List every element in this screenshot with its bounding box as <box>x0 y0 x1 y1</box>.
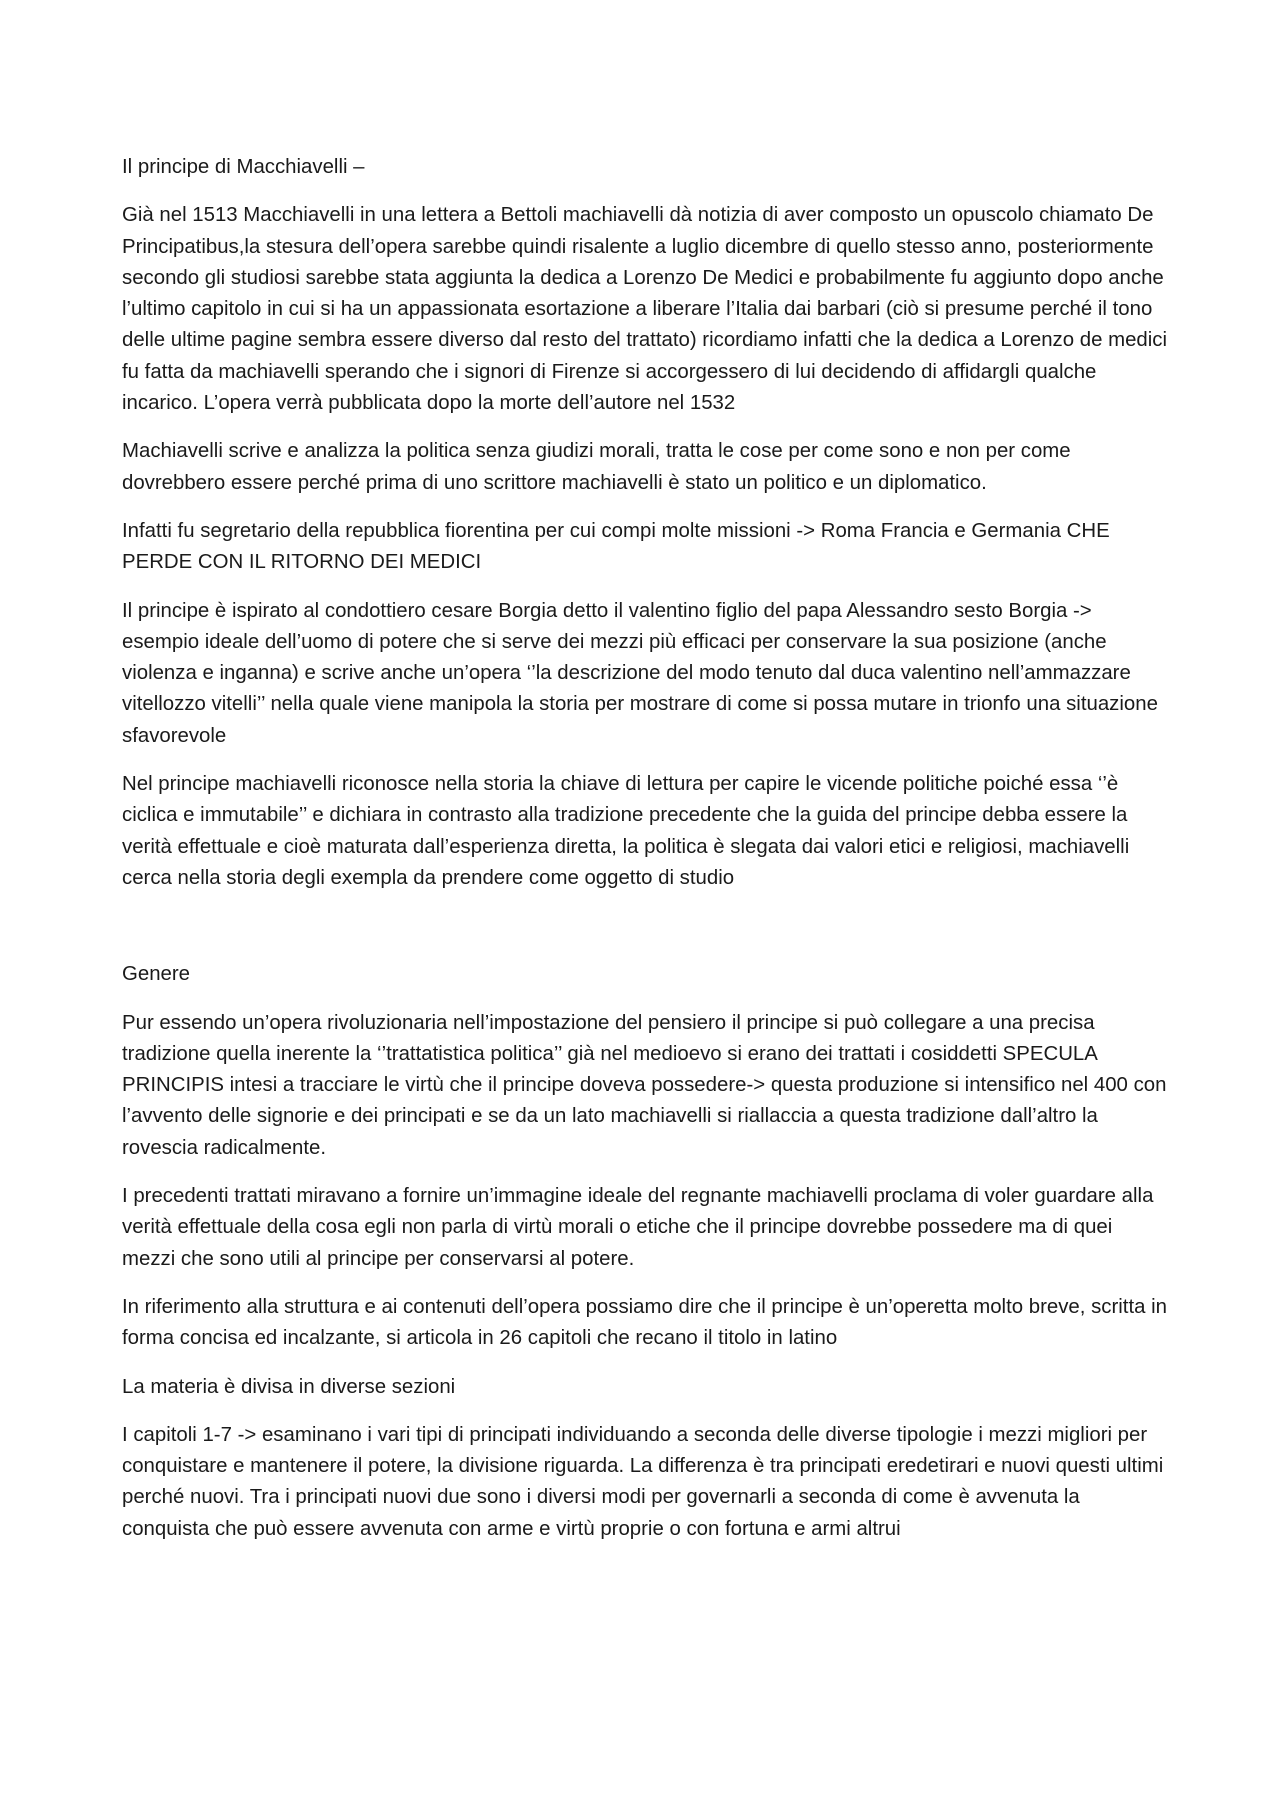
paragraph: In riferimento alla struttura e ai contenuti dell’opera possiamo dire che il principe è un’operetta molto breve, scritta in forma concisa ed incalzante, si articola in 26 capitoli che recano il titolo in latino <box>122 1295 1167 1350</box>
paragraph: Infatti fu segretario della repubblica fiorentina per cui compi molte missioni -> Roma Francia e Germania CHE PERDE CON IL RITORNO DEI MEDICI <box>122 519 1110 574</box>
paragraph: Nel principe machiavelli riconosce nella storia la chiave di lettura per capire le vicende politiche poiché essa ‘’è ciclica e immutabile’’ e dichiara in contrasto alla tradizione precedente che la guida del principe debba essere la verità effettuale e cioè maturata dall’esperienza diretta, la politica è slegata dai valori etici e religiosi, machiavelli cerca nella storia degli exempla da prendere come oggetto di studio <box>122 773 1130 889</box>
paragraph: Pur essendo un’opera rivoluzionaria nell’impostazione del pensiero il principe si può collegare a una precisa tradizione quella inerente la ‘’trattatistica politica’’ già nel medioevo si erano dei trattati i cosiddetti SPECULA PRINCIPIS intesi a tracciare le virtù che il principe doveva possedere-> questa produzione si intensifico nel 400 con l’avvento delle signorie e dei principati e se da un lato machiavelli si riallaccia a questa tradizione dall’altro la rovescia radicalmente. <box>122 1011 1167 1159</box>
document-title: Il principe di Macchiavelli – <box>122 156 365 178</box>
section-heading: Genere <box>122 963 191 986</box>
paragraph: Il principe è ispirato al condottiero cesare Borgia detto il valentino figlio del papa Alessandro sesto Borgia -> esempio ideale dell’uomo di potere che si serve dei mezzi più efficaci per conservare la sua posizione (anche violenza e inganna) e scrive anche un’opera ‘’la descrizione del modo tenuto dal duca valentino nell’ammazzare vitellozzo vitelli’’ nella quale viene manipola la storia per mostrare di come si possa mutare in trionfo una situazione sfavorevole <box>122 599 1158 747</box>
document-page <box>122 152 1167 1562</box>
paragraph: I precedenti trattati miravano a fornire un’immagine ideale del regnante machiavelli proclama di voler guardare alla verità effettuale della cosa egli non parla di virtù morali o etiche che il principe dovrebbe possedere ma di quei mezzi che sono utili al principe per conservarsi al potere. <box>122 1185 1154 1270</box>
blank-line <box>122 911 1167 942</box>
paragraph: Già nel 1513 Macchiavelli in una lettera a Bettoli machiavelli dà notizia di aver composto un opuscolo chiamato De Principatibus,la stesura dell’opera sarebbe quindi risalente a luglio dicembre di quello stesso anno, posteriormente secondo gli studiosi sarebbe stata aggiunta la dedica a Lorenzo De Medici e probabilmente fu aggiunto dopo anche l’ultimo capitolo in cui si ha un appassionata esortazione a liberare l’Italia dai barbari (ciò si presume perché il tono delle ultime pagine sembra essere diverso dal resto del trattato) ricordiamo infatti che la dedica a Lorenzo de medici fu fatta da machiavelli sperando che i signori di Firenze si accorgessero di lui decidendo di affidargli qualche incarico. L’opera verrà pubblicata dopo la morte dell’autore nel 1532 <box>122 204 1168 415</box>
paragraph: La materia è divisa in diverse sezioni <box>122 1375 456 1398</box>
paragraph: I capitoli 1-7 -> esaminano i vari tipi di principati individuando a seconda delle diverse tipologie i mezzi migliori per conquistare e mantenere il potere, la divisione riguarda. La differenza è tra principati eredetirari e nuovi questi ultimi perché nuovi. Tra i principati nuovi due sono i diversi modi per governarli a seconda di come è avvenuta la conquista che può essere avvenuta con arme e virtù proprie o con fortuna e armi altrui <box>122 1423 1164 1540</box>
paragraph: Machiavelli scrive e analizza la politica senza giudizi morali, tratta le cose per come sono e non per come dovrebbero essere perché prima di uno scrittore machiavelli è stato un politico e un diplomatico. <box>122 440 1071 494</box>
